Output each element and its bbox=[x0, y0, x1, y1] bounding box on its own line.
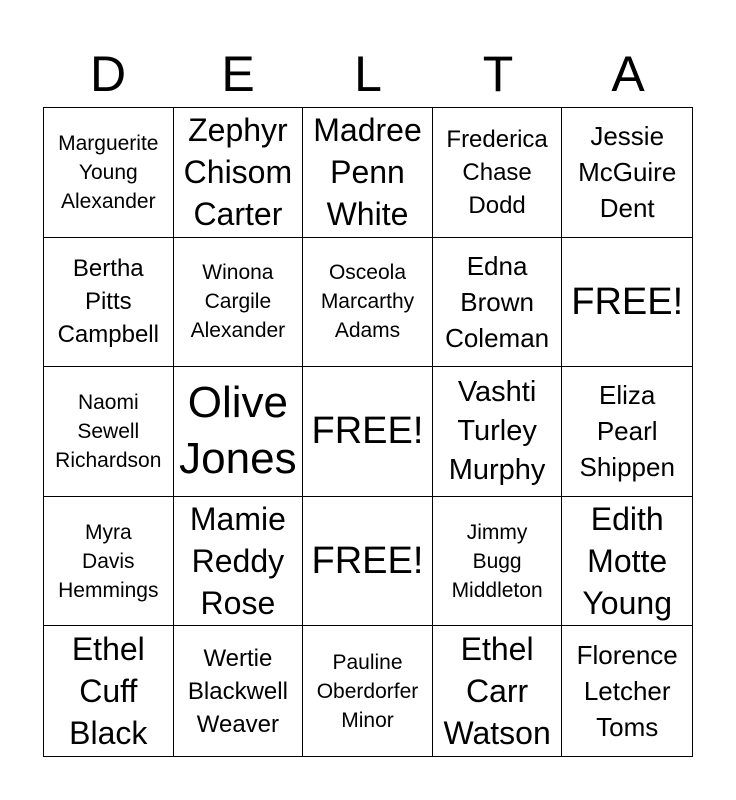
header-letter-d: D bbox=[89, 46, 127, 102]
bingo-cell[interactable] bbox=[174, 238, 304, 368]
header-letter-t: T bbox=[482, 46, 514, 102]
cell-text: Jessie McGuire Dent bbox=[578, 121, 677, 224]
cell-text: Ethel Carr Watson bbox=[443, 631, 551, 752]
bingo-cell[interactable] bbox=[433, 108, 563, 238]
bingo-cell[interactable] bbox=[562, 367, 692, 497]
bingo-cell-free[interactable] bbox=[303, 497, 433, 627]
bingo-cell[interactable] bbox=[562, 108, 692, 238]
free-space-label: FREE! bbox=[311, 540, 424, 583]
bingo-cell[interactable] bbox=[174, 497, 304, 627]
cell-text: Jimmy Bugg Middleton bbox=[451, 520, 543, 602]
bingo-cell[interactable] bbox=[44, 626, 174, 756]
bingo-cell[interactable] bbox=[44, 238, 174, 368]
bingo-cell[interactable] bbox=[433, 497, 563, 627]
bingo-cell[interactable] bbox=[562, 626, 692, 756]
header-letter-l: L bbox=[354, 46, 382, 102]
bingo-cell-free[interactable] bbox=[562, 238, 692, 368]
cell-text: Marguerite Young Alexander bbox=[58, 131, 159, 213]
cell-text: Ethel Cuff Black bbox=[69, 631, 148, 752]
cell-text: Vashti Turley Murphy bbox=[448, 375, 546, 486]
bingo-board bbox=[43, 107, 693, 757]
bingo-cell[interactable] bbox=[174, 367, 304, 497]
cell-text: Osceola Marcarthy Adams bbox=[320, 261, 415, 343]
header-letter-e: E bbox=[221, 46, 255, 102]
cell-text: Zephyr Chisom Carter bbox=[183, 112, 293, 233]
bingo-cell[interactable] bbox=[433, 238, 563, 368]
cell-text: Edith Motte Young bbox=[582, 501, 672, 622]
cell-text: Eliza Pearl Shippen bbox=[579, 380, 675, 483]
bingo-cell-free[interactable] bbox=[303, 367, 433, 497]
cell-text: Frederica Chase Dodd bbox=[446, 125, 548, 219]
bingo-cell[interactable] bbox=[44, 367, 174, 497]
bingo-cell[interactable] bbox=[303, 626, 433, 756]
bingo-cell[interactable] bbox=[44, 497, 174, 627]
cell-text: Madree Penn White bbox=[313, 112, 422, 233]
cell-text: Naomi Sewell Richardson bbox=[55, 390, 162, 472]
bingo-cell[interactable] bbox=[44, 108, 174, 238]
bingo-header bbox=[43, 40, 693, 108]
cell-text: Myra Davis Hemmings bbox=[58, 520, 159, 602]
cell-text: Pauline Oberdorfer Minor bbox=[316, 650, 419, 732]
free-space-label: FREE! bbox=[571, 280, 684, 323]
cell-text: Olive Jones bbox=[179, 378, 297, 484]
bingo-cell[interactable] bbox=[433, 367, 563, 497]
cell-text: Florence Letcher Toms bbox=[576, 640, 678, 743]
bingo-cell[interactable] bbox=[303, 108, 433, 238]
free-space-label: FREE! bbox=[311, 410, 424, 453]
bingo-cell[interactable] bbox=[562, 497, 692, 627]
cell-text: Wertie Blackwell Weaver bbox=[187, 644, 288, 738]
cell-text: Winona Cargile Alexander bbox=[190, 261, 286, 343]
header-letter-a: A bbox=[611, 46, 645, 102]
bingo-cell[interactable] bbox=[174, 108, 304, 238]
cell-text: Mamie Reddy Rose bbox=[189, 501, 286, 622]
cell-text: Bertha Pitts Campbell bbox=[57, 255, 159, 349]
bingo-cell[interactable] bbox=[433, 626, 563, 756]
bingo-cell[interactable] bbox=[174, 626, 304, 756]
bingo-cell[interactable] bbox=[303, 238, 433, 368]
cell-text: Edna Brown Coleman bbox=[445, 250, 550, 353]
